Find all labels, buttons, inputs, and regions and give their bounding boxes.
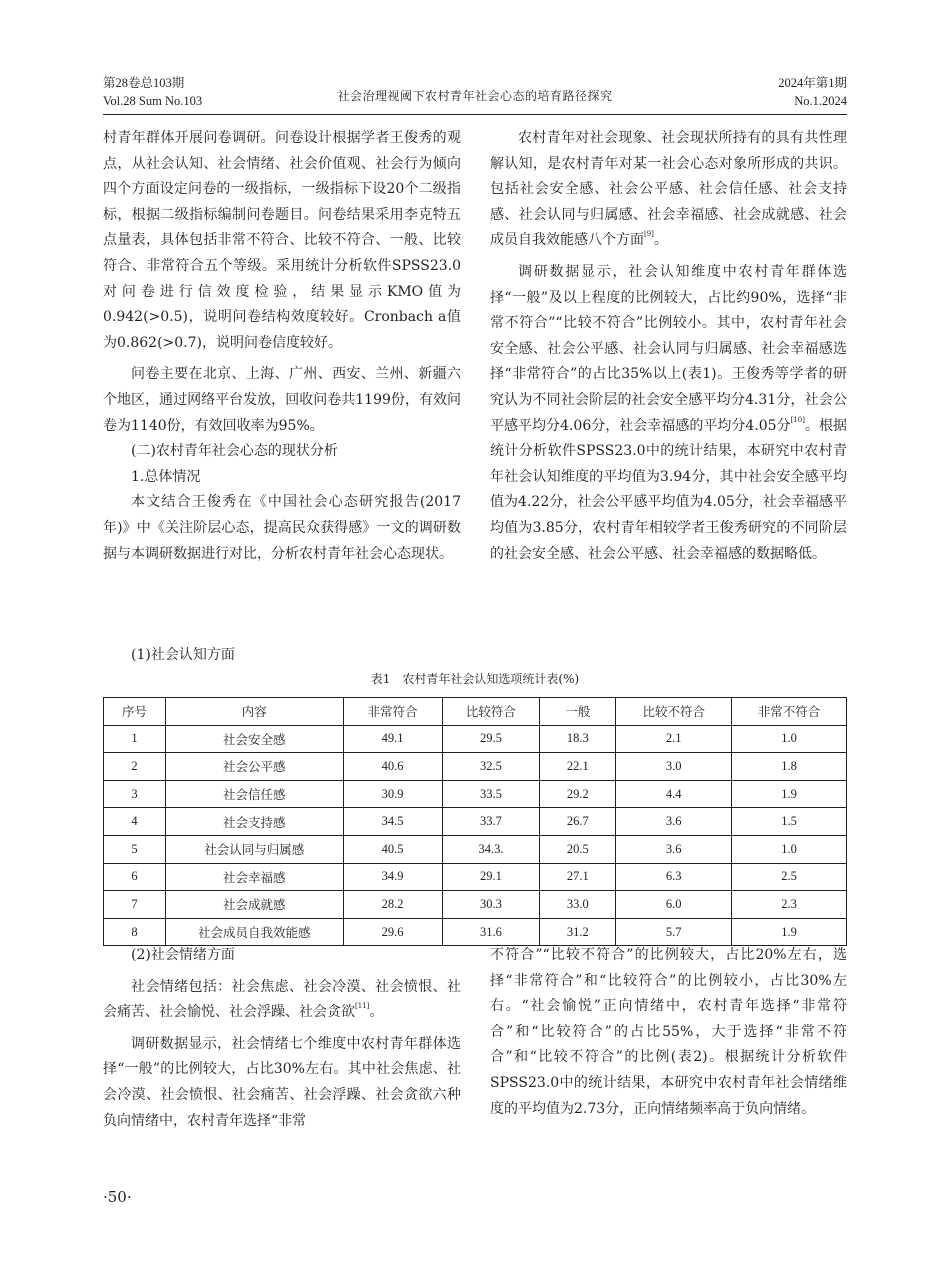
paragraph <box>103 975 461 1026</box>
page-number: ·50· <box>103 1188 132 1206</box>
table-cell: 社会成员自我效能感 <box>165 918 343 946</box>
table-cell: 2.1 <box>616 725 732 753</box>
table-cell: 1.5 <box>732 808 847 836</box>
table-header-cell: 内容 <box>165 698 343 726</box>
table-header-cell: 比较不符合 <box>616 698 732 726</box>
table-cell: 6 <box>104 863 166 891</box>
table-cell: 6.0 <box>616 891 732 919</box>
table-cell: 社会成就感 <box>165 891 343 919</box>
table-cell: 6.3 <box>616 863 732 891</box>
table-header-cell: 非常不符合 <box>732 698 847 726</box>
left-column <box>103 126 461 567</box>
table-cell: 49.1 <box>343 725 442 753</box>
table-cell: 4.4 <box>616 780 732 808</box>
table-row <box>104 808 847 836</box>
table-cell: 1.9 <box>732 918 847 946</box>
table-cell: 18.3 <box>540 725 616 753</box>
paragraph <box>490 126 847 254</box>
table-cell: 40.5 <box>343 835 442 863</box>
table-cell: 30.3 <box>442 891 540 919</box>
paragraph: 村青年群体开展问卷调研。问卷设计根据学者王俊秀的观点，从社会认知、社会情绪、社会价值观、社会行为倾向四个方面设定问卷的一级指标，一级指标下设20个二级指标，根据二级指标编制问卷题目。问卷结果采用李克特五点量表，具体包括非常不符合、比较不符合、一般、比较符合、非常符合五个等级。采用统计分析软件SPSS23.0对问卷进行信效度检验，结果显示KMO值为0.942(>0.5)，说明问卷结构效度较好。Cronbach a值为0.862(>0.7)，说明问卷信度较好。 <box>103 130 461 351</box>
table-cell: 1.8 <box>732 753 847 781</box>
paragraph-text: 。 <box>653 232 668 249</box>
table-header-cell: 序号 <box>104 698 166 726</box>
paragraph-text: 农村青年对社会现象、社会现状所持有的具有共性理解认知，是农村青年对某一社会心态对象所形成的共识。包括社会安全感、社会公平感、社会信任感、社会支持感、社会认同与归属感、社会幸福感、社会成就感、社会成员自我效能感八个方面 <box>490 130 847 249</box>
table-row <box>104 753 847 781</box>
table-cell: 7 <box>104 891 166 919</box>
table-cell: 29.6 <box>343 918 442 946</box>
table-row <box>104 835 847 863</box>
paragraph: 问卷主要在北京、上海、广州、西安、兰州、新疆六个地区，通过网络平台发放，回收问卷共1199份，有效问卷为1140份，有效回收率为95%。 <box>103 366 461 434</box>
table-cell: 29.5 <box>442 725 540 753</box>
lower-left-column <box>103 943 461 1134</box>
paragraph: 本文结合王俊秀在《中国社会心态研究报告(2017年)》中《关注阶层心态，提高民众获得感》一文的调研数据与本调研数据进行对比，分析农村青年社会心态现状。 <box>103 494 461 562</box>
table-cell: 26.7 <box>540 808 616 836</box>
table-caption: 表1 农村青年社会认知选项统计表(%) <box>370 672 580 686</box>
header-issue <box>778 74 847 110</box>
paragraph-text: 调研数据显示，社会认知维度中农村青年群体选择“一般”及以上程度的比例较大，占比约90%，选择“非常不符合”“比较不符合”比例较小。其中，农村青年社会安全感、社会公平感、社会认同与归属感、社会幸福感选择“非常符合”的占比35%以上(表1)。王俊秀等学者的研究认为不同社会阶层的社会安全感平均分4.31分，社会公平感平均分4.06分，社会幸福感的平均分4.05分 <box>490 263 847 434</box>
table-header-cell: 比较符合 <box>442 698 540 726</box>
header-volume-en: Vol.28 Sum No.103 <box>103 94 203 108</box>
table-row <box>104 918 847 946</box>
table-cell: 社会安全感 <box>165 725 343 753</box>
table-cell: 5 <box>104 835 166 863</box>
lower-right-column <box>490 943 847 1122</box>
table-header-cell: 非常符合 <box>343 698 442 726</box>
table-cell: 40.6 <box>343 753 442 781</box>
table-cell: 34.5 <box>343 808 442 836</box>
paragraph-text: 。根据统计分析软件SPSS23.0中的统计结果，本研究中农村青年社会认知维度的平均值为3.94分，其中社会安全感平均值为4.22分，社会公平感平均值为4.05分，社会幸福感平均值为3.85分，农村青年相较学者王俊秀研究的不同阶层的社会安全感、社会公平感、社会幸福感的数据略低。 <box>490 417 848 562</box>
table-cell: 31.6 <box>442 918 540 946</box>
subsection-heading: 1.总体情况 <box>131 468 201 485</box>
paragraph-text: 。 <box>369 1004 384 1021</box>
table-cell: 28.2 <box>343 891 442 919</box>
table-cell: 1 <box>104 725 166 753</box>
right-column <box>490 126 847 567</box>
paragraph <box>490 260 847 567</box>
section-heading: (二)农村青年社会心态的现状分析 <box>131 443 338 460</box>
subsection-heading: (1)社会认知方面 <box>131 647 235 663</box>
header-rule <box>103 114 847 115</box>
table-cell: 8 <box>104 918 166 946</box>
paragraph-text: 社会情绪包括：社会焦虑、社会冷漠、社会愤恨、社会痛苦、社会愉悦、社会浮躁、社会贪欲 <box>103 978 461 1021</box>
table-row <box>104 891 847 919</box>
table-cell: 33.5 <box>442 780 540 808</box>
table-cell: 1.0 <box>732 835 847 863</box>
running-title: 社会治理视阈下农村青年社会心态的培育路径探究 <box>337 89 613 103</box>
citation[interactable]: [9] <box>644 230 654 239</box>
paragraph: 不符合”“比较不符合”的比例较大，占比20%左右，选择“非常符合”和“比较符合”的比例较小，占比30%左右。“社会愉悦”正向情绪中，农村青年选择“非常符合”和“比较符合”的占比55%，大于选择“非常不符合”和“比较不符合”的比例(表2)。根据统计分析软件SPSS23.0中的统计结果，本研究中农村青年社会情绪维度的平均值为2.73分，正向情绪频率高于负向情绪。 <box>490 947 847 1117</box>
table-cell: 3.6 <box>616 835 732 863</box>
table-cell: 29.1 <box>442 863 540 891</box>
table-cell: 3 <box>104 780 166 808</box>
table-cell: 34.3. <box>442 835 540 863</box>
citation[interactable]: [11] <box>355 1002 370 1011</box>
table-cell: 3.6 <box>616 808 732 836</box>
table-cell: 33.0 <box>540 891 616 919</box>
table-cell: 20.5 <box>540 835 616 863</box>
table-cell: 5.7 <box>616 918 732 946</box>
table-cell: 32.5 <box>442 753 540 781</box>
table-cell: 3.0 <box>616 753 732 781</box>
table-cell: 2.5 <box>732 863 847 891</box>
table-cell: 22.1 <box>540 753 616 781</box>
table-cell: 27.1 <box>540 863 616 891</box>
table-cell: 社会公平感 <box>165 753 343 781</box>
table-cell: 1.0 <box>732 725 847 753</box>
data-table <box>103 697 847 946</box>
header-issue-cn: 2024年第1期 <box>778 76 847 90</box>
table-cell: 2 <box>104 753 166 781</box>
table-cell: 社会支持感 <box>165 808 343 836</box>
table-cell: 社会幸福感 <box>165 863 343 891</box>
table-row <box>104 725 847 753</box>
table-row <box>104 780 847 808</box>
table-cell: 33.7 <box>442 808 540 836</box>
table-cell: 社会信任感 <box>165 780 343 808</box>
table-cell: 34.9 <box>343 863 442 891</box>
header-volume-cn: 第28卷总103期 <box>103 76 185 90</box>
table-cell: 31.2 <box>540 918 616 946</box>
subsection-heading: (2)社会情绪方面 <box>131 947 235 963</box>
table-cell: 29.2 <box>540 780 616 808</box>
table-cell: 2.3 <box>732 891 847 919</box>
table-cell: 社会认同与归属感 <box>165 835 343 863</box>
citation[interactable]: [10] <box>790 415 805 424</box>
table-cell: 4 <box>104 808 166 836</box>
table-row <box>104 863 847 891</box>
paragraph: 调研数据显示，社会情绪七个维度中农村青年群体选择“一般”的比例较大，占比30%左右。其中社会焦虑、社会冷漠、社会愤恨、社会痛苦、社会浮躁、社会贪欲六种负向情绪中，农村青年选择“非常 <box>103 1035 461 1129</box>
table-cell: 1.9 <box>732 780 847 808</box>
table-header-row <box>104 698 847 726</box>
table-header-cell: 一般 <box>540 698 616 726</box>
header-issue-en: No.1.2024 <box>794 94 847 108</box>
table-cell: 30.9 <box>343 780 442 808</box>
